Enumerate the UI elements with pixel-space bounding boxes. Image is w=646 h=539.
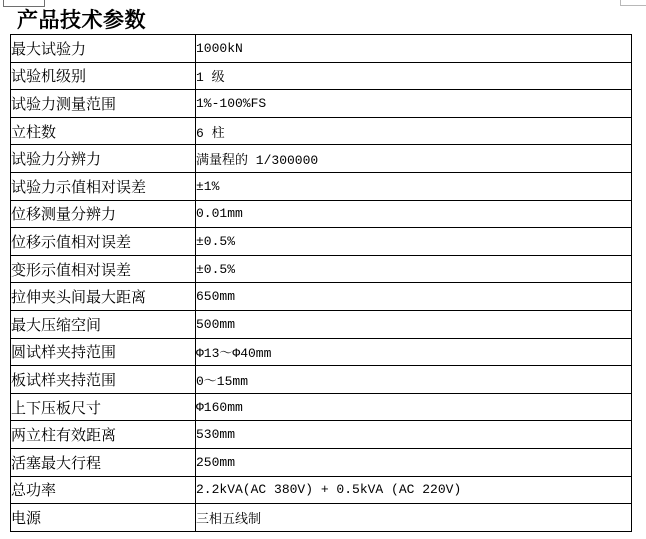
table-row xyxy=(11,145,632,173)
param-label: 上下压板尺寸 xyxy=(11,393,196,421)
specs-table-body xyxy=(11,35,632,532)
param-value: 250mm xyxy=(196,448,632,476)
param-label: 两立柱有效距离 xyxy=(11,421,196,449)
table-row xyxy=(11,448,632,476)
param-label: 位移示值相对误差 xyxy=(11,228,196,256)
param-value: ±0.5% xyxy=(196,255,632,283)
param-label: 最大压缩空间 xyxy=(11,310,196,338)
param-value: 650mm xyxy=(196,283,632,311)
table-row xyxy=(11,62,632,90)
table-row xyxy=(11,338,632,366)
param-value: 2.2kVA(AC 380V) + 0.5kVA (AC 220V) xyxy=(196,476,632,504)
param-value: 530mm xyxy=(196,421,632,449)
param-label: 活塞最大行程 xyxy=(11,448,196,476)
table-row xyxy=(11,393,632,421)
table-row xyxy=(11,117,632,145)
table-row xyxy=(11,255,632,283)
table-row xyxy=(11,172,632,200)
param-label: 圆试样夹持范围 xyxy=(11,338,196,366)
param-label: 板试样夹持范围 xyxy=(11,366,196,394)
param-label: 立柱数 xyxy=(11,117,196,145)
table-row xyxy=(11,200,632,228)
param-value: 500mm xyxy=(196,310,632,338)
param-value: 0～15mm xyxy=(196,366,632,394)
param-label: 试验力示值相对误差 xyxy=(11,172,196,200)
table-row xyxy=(11,310,632,338)
param-value: ±0.5% xyxy=(196,228,632,256)
table-row xyxy=(11,35,632,63)
param-value: 6 柱 xyxy=(196,117,632,145)
param-value: ±1% xyxy=(196,172,632,200)
param-label: 最大试验力 xyxy=(11,35,196,63)
cropped-ui-fragment-right xyxy=(620,0,646,6)
param-label: 变形示值相对误差 xyxy=(11,255,196,283)
param-label: 试验机级别 xyxy=(11,62,196,90)
table-row xyxy=(11,228,632,256)
table-row xyxy=(11,476,632,504)
param-label: 总功率 xyxy=(11,476,196,504)
param-value: 满量程的 1/300000 xyxy=(196,145,632,173)
param-label: 试验力测量范围 xyxy=(11,90,196,118)
param-label: 电源 xyxy=(11,504,196,532)
table-row xyxy=(11,366,632,394)
param-label: 位移测量分辨力 xyxy=(11,200,196,228)
param-value: Φ13～Φ40mm xyxy=(196,338,632,366)
param-value: Φ160mm xyxy=(196,393,632,421)
param-value: 1 级 xyxy=(196,62,632,90)
specs-table xyxy=(10,34,632,532)
param-value: 1000kN xyxy=(196,35,632,63)
table-row xyxy=(11,90,632,118)
table-row xyxy=(11,504,632,532)
param-label: 拉伸夹头间最大距离 xyxy=(11,283,196,311)
param-value: 0.01mm xyxy=(196,200,632,228)
param-value: 三相五线制 xyxy=(196,504,632,532)
table-row xyxy=(11,283,632,311)
page-title: 产品技术参数 xyxy=(17,9,146,32)
param-value: 1%-100%FS xyxy=(196,90,632,118)
table-row xyxy=(11,421,632,449)
param-label: 试验力分辨力 xyxy=(11,145,196,173)
